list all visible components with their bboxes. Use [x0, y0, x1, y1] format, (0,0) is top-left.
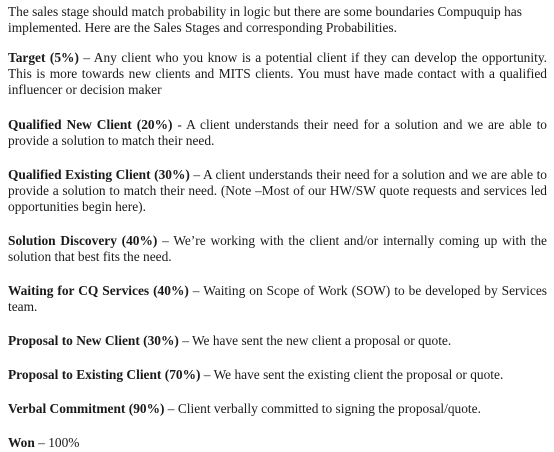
stage-term: Proposal to Existing Client (70%) [8, 367, 201, 382]
stage-description: – Waiting on Scope of Work (SOW) to be developed by Services team. [8, 283, 547, 314]
stage-description: – We have sent the new client a proposal or quote. [178, 333, 452, 348]
stage-proposal-to-existing-client [8, 367, 547, 383]
stage-term: Qualified New Client (20%) [8, 117, 173, 132]
stage-description: – 100% [34, 435, 80, 450]
stage-target [8, 50, 547, 98]
stage-description: – Any client who you know is a potential client if they can develop the opportunity. This is more towards new clients and MITS clients. You must have made contact with a qualified influencer or decision maker [8, 50, 547, 97]
intro-paragraph: The sales stage should match probability in logic but there are some boundaries Compuquip has implemented. Here are the Sales Stages and corresponding Probabilities. [8, 4, 522, 35]
stage-qualified-new-client [8, 117, 547, 149]
stage-description: – We have sent the existing client the proposal or quote. [200, 367, 504, 382]
stage-term: Waiting for CQ Services (40%) [8, 283, 189, 298]
stage-verbal-commitment [8, 401, 547, 417]
stage-solution-discovery [8, 233, 547, 265]
stage-term: Won [8, 435, 35, 450]
stage-term: Target (5%) [8, 50, 79, 65]
stage-term: Solution Discovery (40%) [8, 233, 158, 248]
stage-description: – We’re working with the client and/or internally coming up with the solution that best fits the need. [8, 233, 548, 264]
stage-term: Verbal Commitment (90%) [8, 401, 165, 416]
stage-waiting-for-cq-services [8, 283, 547, 315]
stage-proposal-to-new-client [8, 333, 547, 349]
stage-description: – A client understands their need for a solution and we are able to provide a solution to match their need. (Note –Most of our HW/SW quote requests and services led opportunities begin here). [8, 167, 547, 214]
stage-description: – Client verbally committed to signing the proposal/quote. [164, 401, 481, 416]
stage-term: Qualified Existing Client (30%) [8, 167, 190, 182]
stage-description: - A client understands their need for a solution and we are able to provide a solution to match their need. [8, 117, 548, 148]
stage-term: Proposal to New Client (30%) [8, 333, 179, 348]
stage-qualified-existing-client [8, 167, 547, 215]
stage-won [8, 435, 547, 451]
